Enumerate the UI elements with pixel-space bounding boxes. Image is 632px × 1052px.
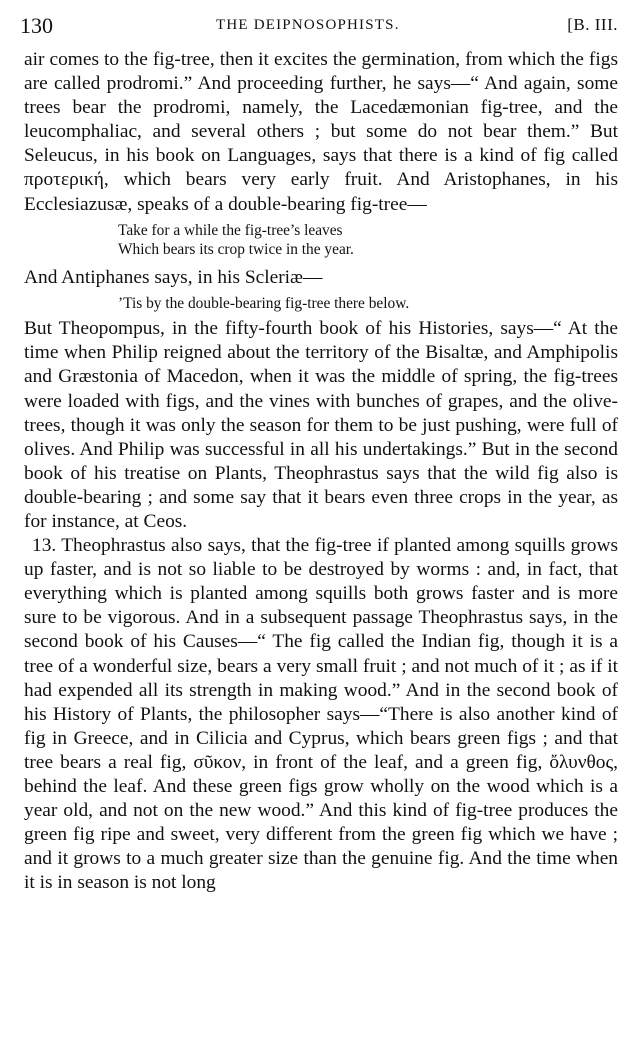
page-body (24, 48, 618, 896)
paragraph-3: But Theopompus, in the fifty-fourth book of his Histories, says—“ At the time when Philip reigned about the territory of the Bisaltæ, and Amphipolis and Græstonia of Macedon, when it was the middle of spring, the fig-trees were loaded with figs, and the vines with bunches of grapes, and the olive-trees, though it was only the season for them to be just pushing, were full of olives. And Philip was successful in all his undertakings.” But in the second book of his treatise on Plants, Theophrastus says that the wild fig also is double-bearing ; and some say that it bears even three crops in the year, as for instance, at Ceos. (24, 318, 618, 532)
paragraph-2: And Antiphanes says, in his Scleriæ— (24, 266, 323, 288)
verse-line: Which bears its crop twice in the year. (118, 241, 354, 259)
book-marker: [B. III. (567, 15, 618, 34)
running-title: THE DEIPNOSOPHISTS. (216, 17, 400, 33)
paragraph-1: air comes to the fig-tree, then it excites the germination, from which the figs are called prodromi.” And proceeding further, he says—“ And again, some trees bear the prodromi, namely, the Lacedæmonian fig-tree, and the leucomphaliac, and several others ; but some do not bear them.” But Seleucus, in his book on Languages, says that there is a kind of fig called προτερική, which bears very early fruit. And Aristophanes, in his Ecclesiazusæ, speaks of a double-bearing fig-tree— (24, 49, 618, 215)
page-number: 130 (20, 13, 53, 38)
page-header (20, 14, 622, 38)
verse-quote-1 (118, 221, 618, 260)
verse-line: Take for a while the fig-tree’s leaves (118, 221, 343, 239)
verse-quote-2 (118, 294, 618, 314)
verse-line: ’Tis by the double-bearing fig-tree there below. (118, 294, 410, 312)
paragraph-4: 13. Theophrastus also says, that the fig-tree if planted among squills grows up faster, and is not so liable to be destroyed by worms : and, in fact, that everything which is planted among squills both grows faster and is more sure to be vigorous. And in a subsequent passage Theophrastus says, in the second book of his Causes—“ The fig called the Indian fig, though it is a tree of a wonderful size, bears a very small fruit ; and not much of it ; as if it had expended all its strength in making wood.” And in the second book of his History of Plants, the philosopher says—“There is also another kind of fig in Greece, and in Cilicia and Cyprus, which bears green figs ; and that tree bears a real fig, σῦκον, in front of the leaf, and a green fig, ὄλυνθος, behind the leaf. And these green figs grow wholly on the wood which is a year old, and not on the new wood.” And this kind of fig-tree produces the green fig ripe and sweet, very different from the green fig which we have ; and it grows to a much greater size than the genuine fig. And the time when it is in season is not long (24, 535, 618, 894)
